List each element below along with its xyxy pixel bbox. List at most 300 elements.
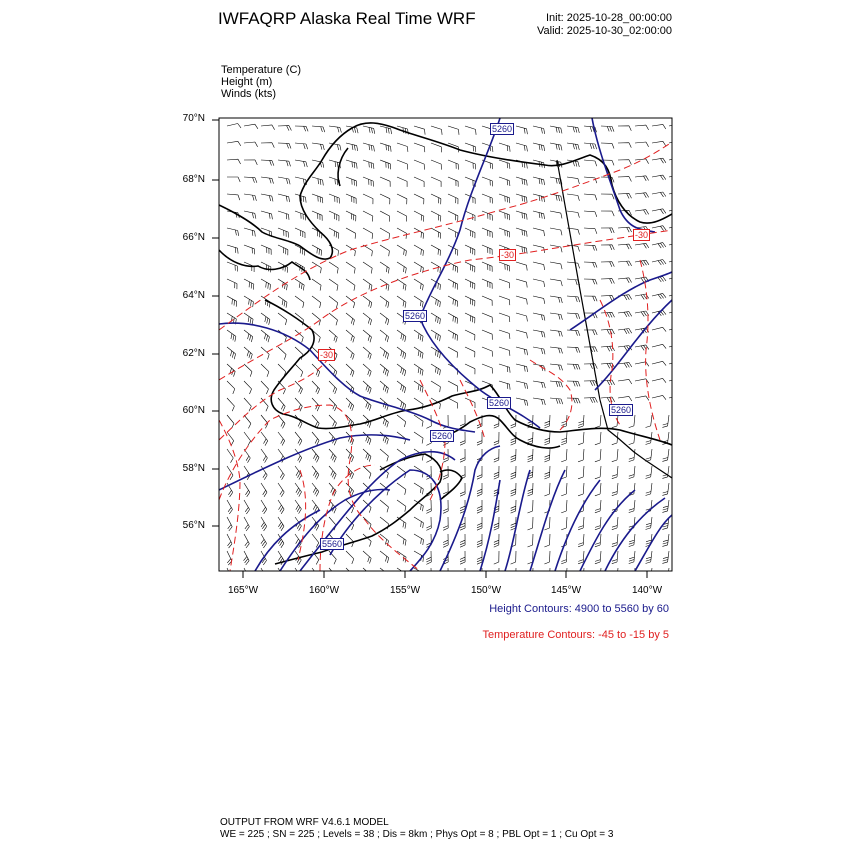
wind-barb — [363, 211, 373, 222]
temperature-contours — [219, 142, 672, 571]
wind-barb — [380, 551, 389, 563]
wind-barb — [533, 398, 545, 405]
wind-barb — [635, 176, 649, 181]
wind-barb — [261, 568, 267, 582]
wind-barb — [567, 126, 579, 133]
wind-barb — [601, 126, 614, 132]
wind-barb — [431, 245, 441, 256]
wind-barb — [380, 568, 389, 580]
wind-barb — [329, 381, 337, 394]
wind-barb — [612, 449, 618, 462]
wind-barb — [397, 245, 406, 256]
wind-barb — [295, 313, 304, 325]
wind-barb — [312, 449, 319, 462]
height-contour-label: 5260 — [492, 124, 513, 134]
wind-barb — [669, 141, 683, 146]
wind-barb — [295, 364, 303, 377]
wind-barb — [618, 193, 632, 198]
wind-barb — [346, 347, 354, 360]
wind-barb — [561, 517, 567, 530]
wind-barb — [618, 143, 631, 148]
wind-barb — [567, 194, 579, 201]
wind-barb — [550, 245, 562, 252]
wind-barb — [278, 160, 291, 166]
wind-barb — [380, 330, 389, 342]
wind-barb — [460, 432, 465, 445]
wind-barb — [652, 361, 666, 365]
wind-barb — [448, 279, 458, 290]
wind-barb — [227, 228, 239, 236]
wind-barb — [669, 344, 683, 348]
wind-barb — [346, 279, 355, 291]
wind-barb — [477, 500, 482, 513]
wind-barb — [618, 160, 631, 165]
wind-barb — [261, 245, 271, 255]
wind-barb — [380, 381, 388, 393]
wind-barb — [533, 126, 545, 134]
plot-title: IWFAQRP Alaska Real Time WRF — [218, 9, 476, 28]
wind-barb — [227, 330, 236, 342]
wind-barb — [516, 177, 527, 186]
wind-barb — [312, 279, 321, 291]
wind-barb — [414, 568, 424, 579]
wind-barb — [482, 177, 493, 186]
wind-barb — [578, 483, 584, 496]
wind-barb — [227, 517, 232, 531]
wind-barb — [550, 296, 562, 303]
wind-barb — [516, 279, 527, 288]
wind-barb — [499, 211, 510, 220]
wind-barb — [477, 432, 482, 445]
wind-barb — [244, 211, 256, 219]
wind-barb — [584, 398, 597, 403]
wind-barb — [669, 327, 683, 331]
field-winds: Winds (kts) — [221, 88, 276, 100]
wind-barb — [244, 432, 251, 446]
wind-barb — [652, 141, 666, 146]
wind-barb — [397, 551, 406, 563]
wind-barb — [460, 483, 465, 496]
wind-barb — [397, 211, 407, 222]
wind-barb — [261, 517, 267, 531]
wind-barb — [448, 381, 458, 392]
wind-barb — [595, 415, 601, 428]
wind-barb — [244, 177, 257, 183]
wind-barb — [499, 330, 510, 339]
wind-barb — [618, 177, 631, 182]
wind-barb — [528, 517, 534, 530]
wind-barb — [329, 449, 336, 462]
wind-barb — [261, 432, 268, 446]
wind-barb — [431, 347, 440, 358]
wind-barb — [499, 313, 510, 322]
wind-barb — [295, 126, 308, 131]
wind-barb — [346, 398, 354, 411]
wind-barb — [414, 432, 423, 444]
wind-barb — [561, 449, 567, 462]
wind-barb — [567, 381, 580, 386]
wind-barb — [346, 568, 354, 581]
wind-barb — [465, 398, 475, 408]
wind-barb — [662, 449, 669, 461]
wind-barb — [629, 500, 635, 513]
wind-barb — [578, 517, 584, 530]
wind-barb — [482, 245, 492, 255]
wind-barb — [244, 534, 249, 548]
wind-barb — [584, 364, 597, 369]
wind-barb — [448, 330, 458, 341]
wind-barb — [329, 262, 338, 273]
wind-barb — [329, 126, 341, 133]
wind-barb — [363, 381, 371, 394]
wind-barb — [261, 500, 267, 514]
wind-barb — [561, 483, 567, 496]
wind-barb — [528, 449, 534, 462]
wind-barb — [662, 551, 669, 563]
wind-barb — [414, 160, 424, 170]
wind-barb — [227, 177, 240, 182]
wind-barb — [312, 313, 321, 325]
wind-barb — [329, 551, 336, 564]
wind-barb — [312, 245, 322, 256]
wind-barb — [482, 228, 492, 238]
wind-barb — [397, 143, 408, 152]
wind-barb — [477, 466, 482, 479]
wind-barb — [363, 347, 371, 359]
wind-barb — [414, 126, 425, 135]
wind-barb — [346, 364, 354, 377]
wind-barb — [544, 415, 550, 428]
wind-barb — [244, 330, 253, 342]
wind-barb — [380, 143, 391, 152]
wind-barb — [629, 415, 635, 428]
wind-barb — [312, 211, 322, 221]
wind-barb — [329, 517, 336, 530]
wind-barb — [448, 211, 458, 221]
wind-barb — [499, 262, 510, 271]
wind-barb — [448, 398, 458, 409]
wind-barb — [431, 143, 442, 152]
wind-barb — [431, 177, 441, 187]
wind-barb — [601, 312, 615, 317]
wind-barb — [528, 483, 534, 496]
wind-barb — [414, 211, 424, 222]
wind-barb — [669, 124, 683, 129]
wind-barb — [329, 398, 337, 411]
wind-barb — [516, 143, 527, 151]
wind-barb — [550, 381, 563, 387]
wind-barb — [227, 398, 234, 411]
wind-barb — [465, 313, 475, 323]
wind-barb — [646, 449, 653, 462]
wind-barb — [460, 449, 465, 462]
wind-barb — [618, 396, 632, 401]
wind-barb — [465, 245, 475, 255]
wind-barb — [629, 466, 635, 479]
wind-barb — [662, 415, 669, 427]
wind-barb — [397, 364, 406, 376]
wind-barb — [550, 398, 563, 404]
wind-barb — [499, 160, 510, 169]
wind-barb — [261, 279, 271, 290]
wind-barb — [448, 347, 458, 358]
wind-barb — [227, 194, 240, 200]
wind-barb — [346, 160, 357, 169]
wind-barb — [584, 381, 597, 386]
wind-barb — [618, 261, 632, 266]
wind-barb — [544, 449, 550, 462]
wind-barb — [426, 568, 431, 581]
wind-barb — [380, 296, 389, 308]
wind-barb — [544, 568, 550, 581]
wind-barb — [431, 313, 440, 324]
wind-barb — [295, 415, 302, 428]
wind-barb — [477, 517, 482, 530]
wind-barb — [567, 211, 579, 218]
field-temperature: Temperature (C) — [221, 64, 302, 76]
wind-barb — [652, 344, 666, 348]
wind-barb — [397, 262, 406, 273]
wind-barb — [261, 313, 270, 325]
wind-barb — [567, 143, 579, 150]
wind-barb — [243, 568, 249, 582]
wind-barb — [278, 177, 290, 184]
wind-barb — [494, 517, 499, 530]
wind-barb — [414, 364, 423, 376]
wind-barb — [578, 449, 584, 462]
wind-barb — [397, 381, 406, 393]
wind-barb — [295, 279, 304, 290]
wind-barb — [550, 330, 562, 337]
wind-barb — [595, 500, 601, 513]
wind-barb — [363, 449, 371, 462]
wind-barb — [499, 364, 510, 373]
wind-barb — [363, 330, 372, 342]
height-contour-label: 5260 — [611, 405, 632, 415]
wind-barb — [312, 364, 320, 377]
wind-barb — [244, 483, 250, 497]
wind-barb — [578, 415, 584, 428]
lon-label-145: 145°W — [550, 585, 582, 596]
wind-barb — [380, 500, 389, 512]
wind-barb — [652, 226, 666, 231]
wind-barb — [652, 175, 666, 180]
wind-barb — [397, 177, 407, 187]
wind-barb — [482, 330, 492, 340]
temperature-contour-label: -30 — [320, 350, 334, 360]
wind-barb — [494, 534, 499, 547]
wind-barb — [601, 397, 615, 402]
wind-barb — [346, 228, 356, 239]
wind-barb — [346, 194, 356, 204]
wind-barb — [662, 534, 669, 546]
wind-barb — [244, 500, 250, 514]
wind-barb — [226, 568, 232, 582]
wind-barb — [584, 228, 597, 234]
wind-barb — [346, 262, 355, 274]
wind-barb — [380, 262, 389, 273]
wind-barb — [295, 483, 302, 497]
wind-barb — [482, 262, 492, 272]
wind-barb — [646, 517, 653, 530]
wind-barb — [669, 158, 683, 163]
wind-barb — [278, 415, 285, 428]
wind-barb — [652, 124, 666, 129]
wind-barb — [346, 432, 354, 445]
wind-barb — [516, 330, 527, 338]
wind-barb — [443, 517, 448, 530]
wind-barb — [584, 262, 597, 268]
wind-barb — [533, 177, 545, 185]
wind-barb — [227, 415, 234, 428]
wind-barb — [431, 160, 441, 170]
wind-barb — [227, 534, 232, 548]
wind-barb — [295, 381, 303, 394]
wind-barb — [244, 364, 252, 377]
wind-barb — [629, 568, 635, 581]
wind-barb — [567, 398, 580, 403]
temperature-contour-label: -30 — [501, 250, 515, 260]
wind-barb — [550, 126, 562, 133]
wind-barb — [550, 279, 562, 286]
wind-barb — [448, 313, 458, 324]
lon-label-155: 155°W — [389, 585, 421, 596]
wind-barb — [329, 211, 339, 221]
wind-barb — [278, 500, 284, 514]
wind-barb — [278, 245, 288, 255]
wind-barb — [601, 245, 614, 250]
wind-barb — [511, 483, 516, 496]
footer-model: OUTPUT FROM WRF V4.6.1 MODEL — [220, 817, 389, 828]
wind-barb — [329, 296, 338, 308]
wind-barb — [595, 449, 601, 462]
wind-barb — [244, 313, 253, 325]
wind-barb — [244, 194, 256, 201]
wind-barb — [516, 398, 528, 406]
wind-barb — [669, 208, 683, 213]
wind-barb — [295, 432, 302, 445]
wind-barb — [612, 415, 618, 428]
wind-barb — [511, 568, 516, 581]
wind-barb — [584, 296, 597, 301]
wind-barb — [584, 245, 597, 251]
wind-barb — [601, 295, 614, 300]
wind-barb — [544, 483, 550, 496]
wind-barb — [669, 378, 683, 382]
wind-barb — [635, 260, 649, 265]
wind-barb — [227, 449, 233, 463]
wind-barb — [278, 432, 285, 446]
wind-barb — [465, 279, 475, 289]
wind-barb — [669, 225, 683, 231]
wind-barb — [652, 293, 666, 298]
wind-barb — [380, 228, 390, 239]
wind-barb — [244, 415, 251, 428]
temperature-contour-label: -30 — [635, 230, 649, 240]
wind-barb — [499, 177, 510, 186]
wind-barb — [567, 177, 579, 184]
wind-barb — [431, 228, 441, 239]
wind-barb — [595, 432, 601, 445]
wind-barb — [635, 243, 649, 248]
wind-barb — [426, 551, 431, 564]
wind-barb — [629, 534, 635, 547]
wind-barb — [533, 296, 545, 304]
wind-barb — [261, 211, 272, 219]
wind-barb — [363, 194, 373, 204]
wind-barb — [278, 313, 287, 325]
wind-barb — [312, 432, 319, 445]
wind-barb — [397, 500, 406, 512]
wind-barb — [278, 194, 290, 202]
wind-barb — [312, 398, 319, 411]
wind-barb — [618, 244, 632, 249]
wind-barb — [312, 126, 325, 132]
wind-barb — [550, 143, 562, 150]
wind-barb — [465, 126, 476, 135]
wind-barb — [584, 160, 597, 166]
wind-barb — [595, 568, 601, 581]
wind-barb — [363, 245, 372, 256]
wind-barb — [431, 126, 442, 135]
wind-barb — [278, 466, 284, 480]
wind-barb — [561, 500, 567, 513]
height-contour-label: 5260 — [432, 431, 453, 441]
wind-barb — [669, 174, 683, 179]
wind-barb — [244, 279, 254, 290]
wind-barb — [295, 296, 304, 308]
wind-barb — [511, 449, 516, 462]
wind-barb — [227, 159, 241, 164]
wind-barb — [312, 534, 319, 548]
wind-barb — [414, 245, 424, 256]
wind-barb — [499, 296, 510, 305]
wind-barb — [261, 262, 271, 272]
wind-barb — [363, 177, 373, 187]
wind-barb — [618, 278, 632, 283]
wind-barb — [584, 211, 597, 217]
wind-barb — [516, 211, 527, 220]
wind-barb — [329, 194, 339, 204]
wind-barb — [414, 517, 423, 528]
lat-label-66: 66°N — [182, 232, 205, 243]
wind-barb — [363, 568, 371, 580]
wind-barb — [261, 125, 275, 130]
wind-barb — [601, 329, 615, 334]
wind-barb — [533, 313, 545, 321]
wind-barb — [516, 262, 527, 271]
wind-barb — [443, 534, 448, 547]
wind-barb — [618, 126, 631, 131]
wind-barb — [635, 345, 649, 350]
wind-barb — [431, 211, 441, 222]
wind-barb — [227, 364, 235, 377]
wind-barb — [465, 228, 475, 238]
wind-barb — [329, 568, 336, 581]
wind-barb — [646, 466, 653, 479]
wind-barb — [346, 466, 354, 479]
wind-barb — [465, 211, 475, 221]
wind-barb — [646, 568, 653, 581]
lon-label-160: 160°W — [308, 585, 340, 596]
wind-barb — [426, 517, 431, 530]
wind-barb — [397, 347, 406, 359]
wind-barb — [261, 415, 268, 428]
wind-barb — [414, 534, 424, 545]
wind-barb — [448, 160, 458, 170]
wind-barb — [533, 279, 545, 287]
field-height: Height (m) — [221, 76, 273, 88]
